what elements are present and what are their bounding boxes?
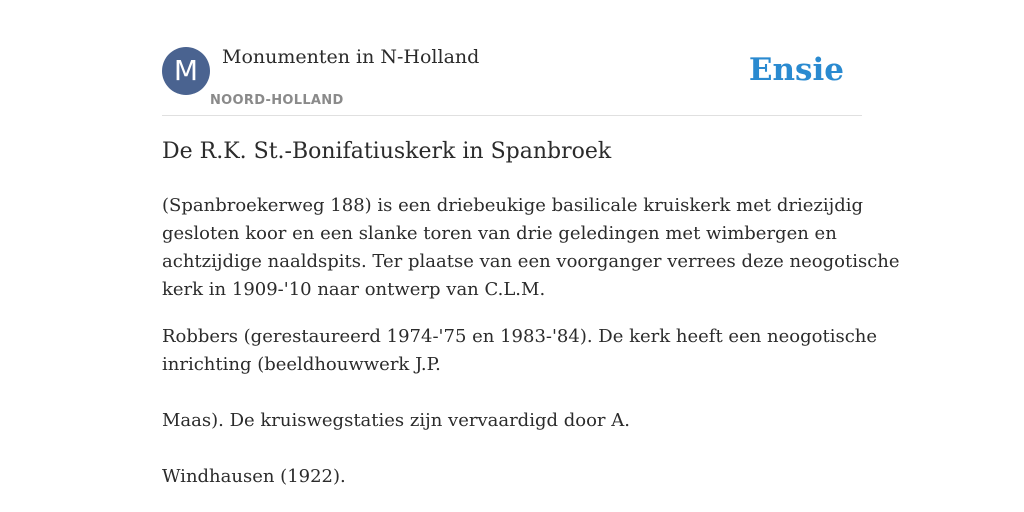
paragraph-line: gesloten koor en een slanke toren van drie geledingen met wimbergen en — [162, 223, 837, 244]
paragraph — [162, 323, 878, 379]
avatar[interactable]: M — [162, 47, 210, 95]
collection-title[interactable]: Monumenten in N-Holland — [222, 46, 480, 68]
spacer — [162, 379, 862, 407]
article-body — [162, 192, 900, 491]
paragraph-line: inrichting (beeldhouwwerk J.P. — [162, 354, 441, 375]
divider — [162, 115, 862, 116]
paragraph — [162, 192, 900, 304]
paragraph-line: Robbers (gerestaureerd 1974-'75 en 1983-'84). De kerk heeft een neogotische — [162, 326, 878, 347]
spacer — [162, 435, 862, 463]
paragraph-line: achtzijdige naaldspits. Ter plaatse van een voorganger verrees deze neogotische — [162, 251, 900, 272]
article-title: De R.K. St.-Bonifatiuskerk in Spanbroek — [162, 139, 612, 164]
paragraph: Maas). De kruiswegstaties zijn vervaardigd door A. — [162, 410, 630, 431]
brand-logo[interactable]: Ensie — [748, 52, 844, 88]
paragraph-line: (Spanbroekerweg 188) is een driebeukige basilicale kruiskerk met driezijdig — [162, 195, 864, 216]
paragraph-line: kerk in 1909-'10 naar ontwerp van C.L.M. — [162, 279, 546, 300]
paragraph: Windhausen (1922). — [162, 466, 346, 487]
category-label[interactable]: NOORD-HOLLAND — [210, 93, 344, 108]
header — [162, 46, 862, 116]
